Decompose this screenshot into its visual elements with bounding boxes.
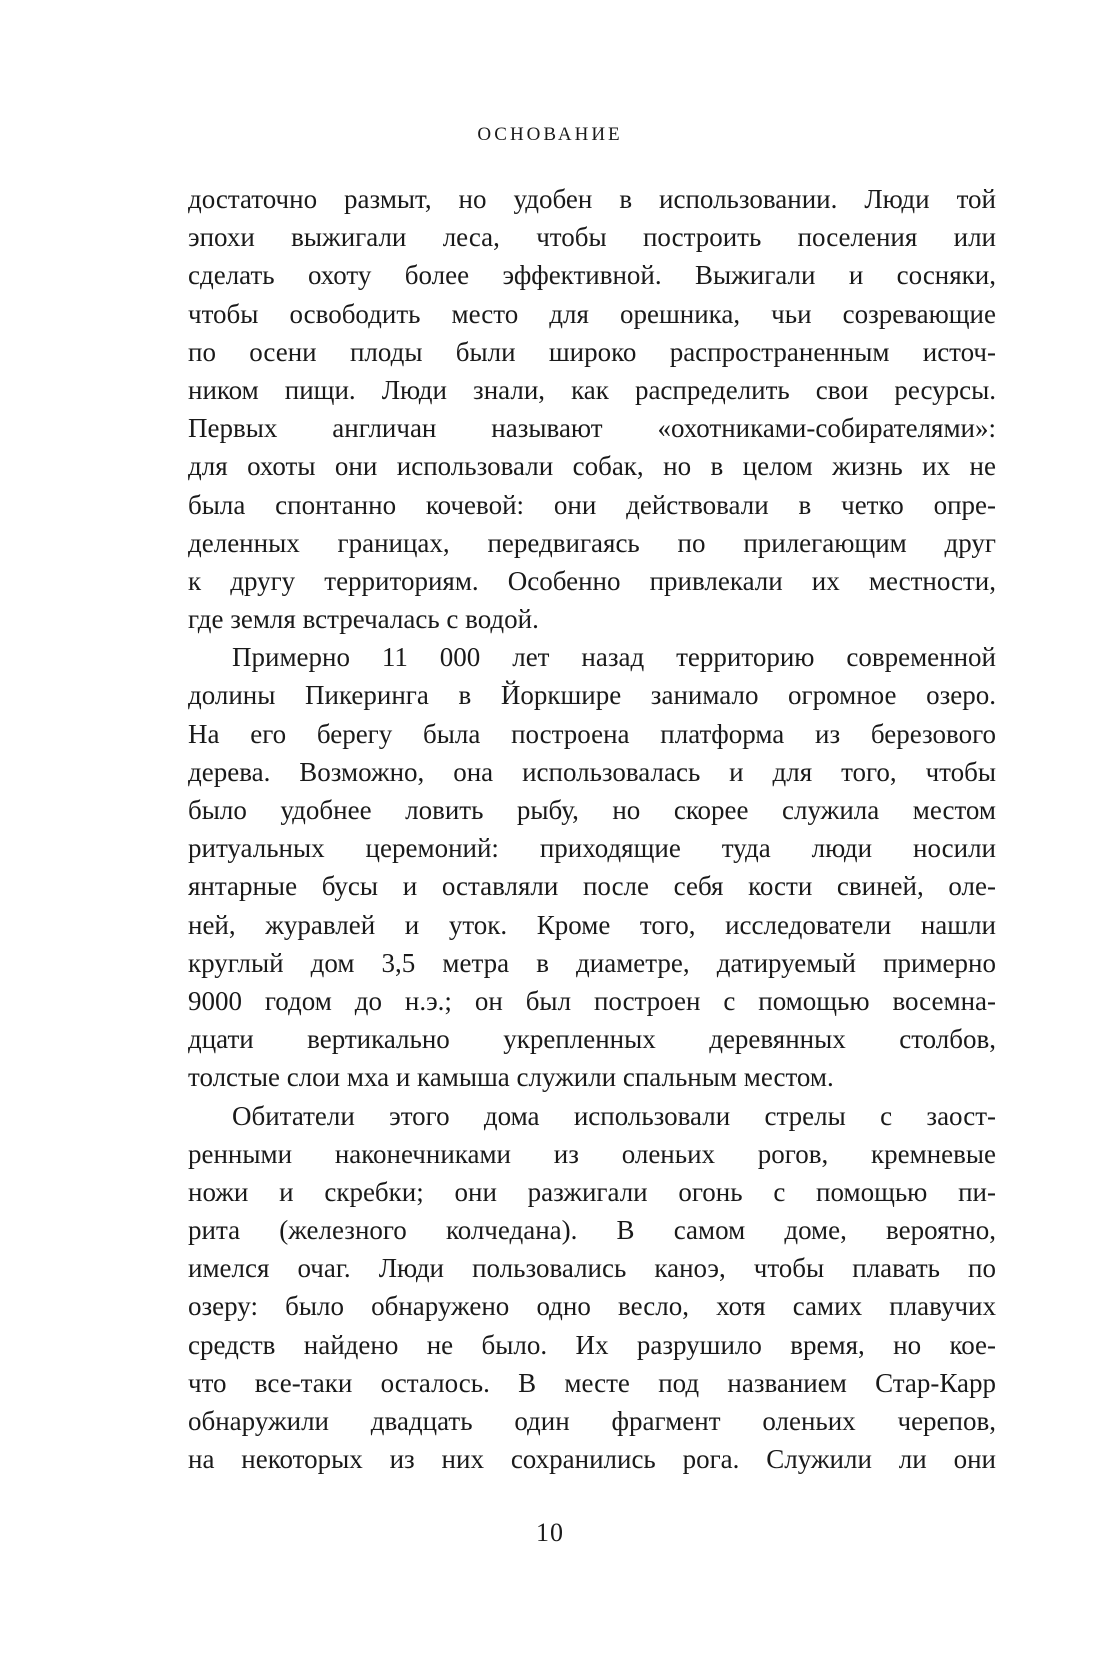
paragraph-1	[188, 180, 996, 638]
text-line: что все-таки осталось. В месте под названием Стар-Карр	[188, 1367, 996, 1398]
text-line: дерева. Возможно, она использовалась и для того, чтобы	[188, 756, 996, 787]
text-line: ником пищи. Люди знали, как распределить свои ресурсы.	[188, 374, 996, 405]
page-number: 10	[536, 1518, 564, 1547]
text-line: ренными наконечниками из оленьих рогов, кремневые	[188, 1138, 996, 1169]
text-line: озеру: было обнаружено одно весло, хотя самих плавучих	[188, 1291, 996, 1322]
text-line: была спонтанно кочевой: они действовали в четко опре-	[188, 489, 996, 520]
text-line: дцати вертикально укрепленных деревянных столбов,	[188, 1024, 996, 1055]
text-line: на некоторых из них сохранились рога. Служили ли они	[188, 1444, 996, 1475]
text-line: было удобнее ловить рыбу, но скорее служила местом	[188, 795, 996, 825]
paragraph-3	[188, 1097, 996, 1479]
text-line: достаточно размыт, но удобен в использовании. Люди той	[188, 184, 996, 214]
text-line: для охоты они использовали собак, но в целом жизнь их не	[188, 451, 996, 482]
running-head: ОСНОВАНИЕ	[477, 124, 623, 145]
text-line: где земля встречалась с водой.	[188, 604, 539, 635]
text-line: средств найдено не было. Их разрушило время, но кое-	[188, 1329, 996, 1360]
text-line: толстые слои мха и камыша служили спальным местом.	[188, 1062, 834, 1093]
text-line: янтарные бусы и оставляли после себя кости свиней, оле-	[188, 871, 996, 902]
text-line: сделать охоту более эффективной. Выжигали и сосняки,	[188, 260, 996, 291]
paragraph-2	[188, 638, 996, 1096]
body-text	[188, 180, 996, 1478]
text-line: к другу территориям. Особенно привлекали их местности,	[188, 565, 996, 596]
text-line: круглый дом 3,5 метра в диаметре, датируемый примерно	[188, 947, 996, 978]
text-line: деленных границах, передвигаясь по прилегающим друг	[188, 527, 996, 558]
text-line: ножи и скребки; они разжигали огонь с помощью пи-	[188, 1176, 996, 1207]
text-line: Примерно 11 000 лет назад территорию современной	[232, 642, 996, 673]
text-line: ритуальных церемоний: приходящие туда люди носили	[188, 833, 996, 864]
text-line: ней, журавлей и уток. Кроме того, исследователи нашли	[188, 909, 996, 940]
text-line: обнаружили двадцать один фрагмент оленьих черепов,	[188, 1406, 996, 1436]
text-line: рита (железного колчедана). В самом доме, вероятно,	[188, 1215, 996, 1246]
text-line: чтобы освободить место для орешника, чьи созревающие	[188, 298, 996, 329]
text-line: 9000 годом до н.э.; он был построен с помощью восемна-	[188, 985, 996, 1016]
text-line: имелся очаг. Люди пользовались каноэ, чтобы плавать по	[188, 1253, 996, 1284]
text-line: по осени плоды были широко распространенным источ-	[188, 336, 996, 367]
text-line: Первых англичан называют «охотниками-собирателями»:	[188, 413, 996, 444]
text-line: Обитатели этого дома использовали стрелы с заост-	[232, 1100, 996, 1131]
text-line: эпохи выжигали леса, чтобы построить поселения или	[188, 222, 996, 253]
text-line: На его берегу была построена платформа из березового	[188, 718, 996, 749]
text-line: долины Пикеринга в Йоркшире занимало огромное озеро.	[188, 680, 996, 711]
